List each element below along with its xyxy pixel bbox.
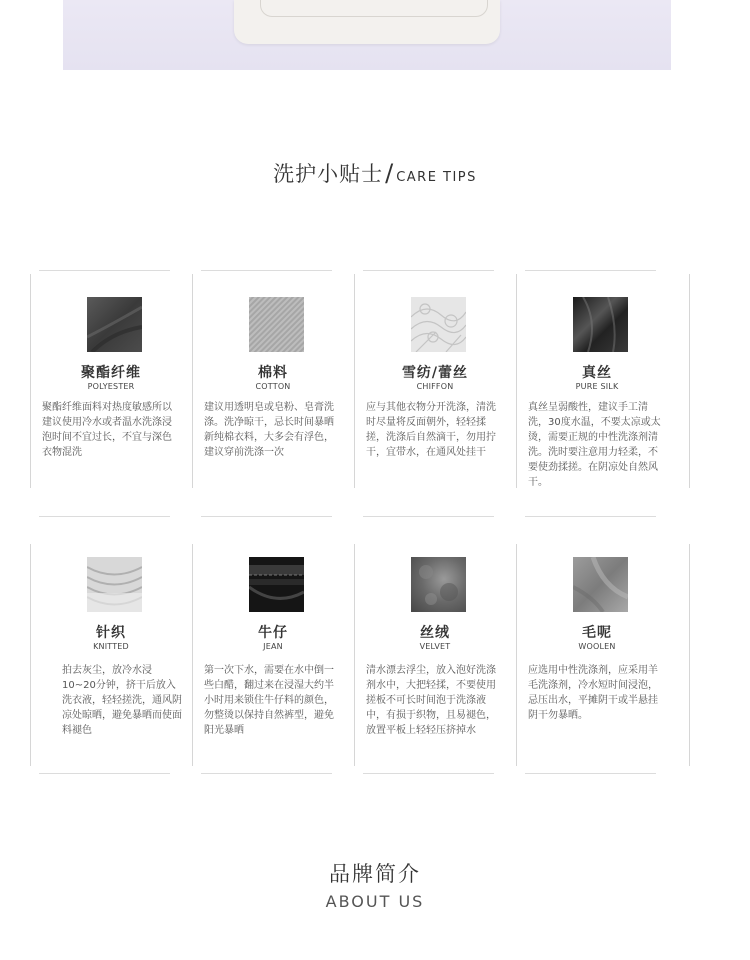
fabric-name-cn: 丝绒	[420, 625, 450, 641]
grey-wool-swatch	[573, 557, 628, 612]
fabric-care-description: 真丝呈弱酸性，建议手工清洗，30度水温，不要太凉或太烫，需要正规的中性洗涤剂清洗。洗时要注意用力轻柔，不要使劲揉搓。在阴凉处自然风干。	[528, 402, 661, 488]
fabric-name-en: COTTON	[255, 382, 291, 391]
grey-velvet-swatch	[411, 557, 466, 612]
fabric-name-cn: 棉料	[258, 365, 288, 381]
fabric-card-jean	[192, 530, 354, 770]
about-us-title-cn: 品牌简介	[329, 862, 421, 886]
fabric-card-pure-silk	[516, 270, 678, 488]
black-denim-swatch	[249, 557, 304, 612]
fabric-card-velvet	[354, 530, 516, 770]
fabric-name-en: KNITTED	[93, 642, 129, 651]
fabric-name-en: CHIFFON	[416, 382, 454, 391]
product-card-bottom	[234, 0, 500, 44]
fabric-name-cn: 毛呢	[582, 625, 612, 641]
grey-twill-cotton-swatch	[249, 297, 304, 352]
care-tips-title-en: CARE TIPS	[396, 170, 477, 185]
fabric-name-cn: 真丝	[582, 365, 612, 381]
fabric-name-cn: 雪纺/蕾丝	[401, 365, 469, 381]
fabric-card-chiffon	[354, 270, 516, 488]
black-silk-swatch	[573, 297, 628, 352]
fabric-care-description: 拍去灰尘，放冷水浸10~20分钟，挤干后放入洗衣液，轻轻搓洗，通风阴凉处晾晒，避免暴晒而使面料褪色	[62, 665, 182, 736]
product-card-frame	[260, 0, 488, 17]
care-tips-row-2	[30, 530, 690, 770]
care-tips-title-cn: 洗护小贴士	[273, 162, 384, 186]
fabric-name-en: VELVET	[419, 642, 451, 651]
white-lace-swatch	[411, 297, 466, 352]
fabric-care-description: 应选用中性洗涤剂，应采用羊毛洗涤剂，冷水短时间浸泡，忌压出水，平摊阴干或半悬挂阴干勿暴晒。	[528, 665, 658, 721]
fabric-care-description: 建议用透明皂或皂粉、皂膏洗涤。洗净晾干，忌长时间暴晒新纯棉衣料，大多会有浮色，建议穿前洗涤一次	[204, 402, 334, 458]
fabric-name-en: WOOLEN	[578, 642, 616, 651]
care-tips-row-1	[30, 270, 690, 488]
fabric-card-cotton	[192, 270, 354, 488]
fabric-name-en: JEAN	[263, 642, 283, 651]
dark-grey-polyester-swatch	[87, 297, 142, 352]
fabric-card-knitted	[30, 530, 192, 770]
fabric-care-description: 聚酯纤维面料对热度敏感所以建议使用冷水或者温水洗涤浸泡时间不宜过长，不宜与深色衣物混洗	[42, 402, 172, 458]
care-tips-title	[0, 158, 750, 188]
fabric-name-cn: 牛仔	[258, 625, 288, 641]
fabric-card-polyester	[30, 270, 192, 488]
fabric-care-description: 应与其他衣物分开洗涤，清洗时尽量将反面朝外，轻轻揉搓，洗涤后自然滴干，勿用拧干，宜带水，在通风处挂干	[366, 402, 496, 458]
fabric-name-en: POLYESTER	[87, 382, 135, 391]
fabric-name-en: PURE SILK	[575, 382, 619, 391]
fabric-card-woolen	[516, 530, 678, 770]
care-tips-title-slash: /	[385, 159, 395, 187]
fabric-name-cn: 聚酯纤维	[81, 365, 141, 381]
about-us-title-en: ABOUT US	[325, 892, 425, 911]
fabric-name-cn: 针织	[96, 625, 126, 641]
light-knit-swatch	[87, 557, 142, 612]
fabric-care-description: 清水漂去浮尘，放入泡好洗涤剂水中，大把轻揉，不要使用搓板不可长时间泡于洗涤液中，有损于织物，且易褪色，放置平板上轻轻压挤掉水	[366, 665, 496, 736]
top-product-banner	[63, 0, 671, 70]
fabric-care-description: 第一次下水，需要在水中倒一些白醋，翻过来在浸湿大约半小时用来锁住牛仔料的颜色，勿整烫以保持自然裤型，避免阳光暴晒	[204, 665, 334, 736]
